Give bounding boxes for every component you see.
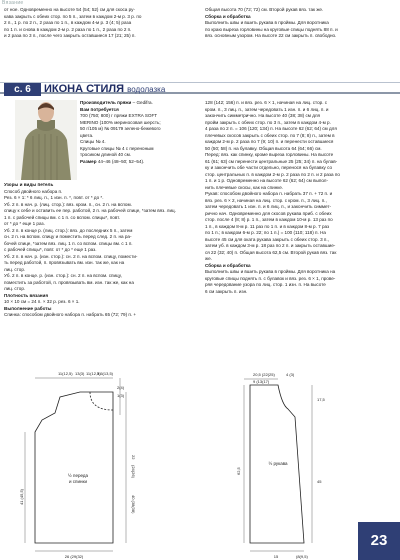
text-line: каждом 2-м р. 2 раза по 7 (9; 10) п. и перенести оставшиеся [205,139,334,144]
pattern-line: сн. 2 п. на вспом. спицу и поместить перед след. 2 п. на ра- [4,234,132,239]
dim-top: 3,5(13,5) [97,371,114,376]
top-left-text [4,7,200,40]
text-line: пройм закрыть с обеих стор. по 3 п., затем в каждом 4-м р. [205,119,331,125]
patterns-heading: Узоры и виды петель [4,182,54,187]
materials-line: 50 г/105 м) № 09179 зелено-бежевого [80,126,161,131]
materials-line: MERINO (100% мериносовая шерсть; [80,119,161,125]
pattern-line: с рабочей спицы*, повт. от * до * еще 1 раз. [4,247,97,252]
materials-line: тросиком длиной 40 см. [80,152,132,157]
text-line: Рукав: способом двойного набора п. набрать 37 п. + 72 п. и [205,191,333,196]
pattern-line: от * до * еще 1 раз. [4,221,45,226]
center-label: и спинки [69,479,87,484]
work-heading: Выполнение работы [4,305,52,311]
text-line: рично нач. Одновременно для скосов рукава приб. с обеих [205,210,332,216]
text-line: высоте 45 см для оката рукава закрыть с обеих стор. 3 п., [205,236,329,242]
patterns-block [4,182,200,319]
dim-top: 11(12,5) [86,371,101,376]
text-line: 1 п., в каждом 8-м р. 11 раз по 1 п. и в каждом 8-м р. 7 раз [205,223,330,229]
dim-top: 20,5 (22(25) [253,372,275,377]
producer-text: – Gedifra. [131,100,153,105]
pattern-line: лиц. стор. [4,286,26,291]
dim-top: 11(12,5) [58,371,73,376]
center-label: ½ переда [68,473,88,478]
text-line: круговые спицы поднять п. с булавок и вяз. рез. 6 × 1, прове- [205,275,336,281]
section-tag: с. 6 [4,83,41,96]
pattern-line: Рез. 6 × 1: * 6 лиц. п., 1 изн. п. *, повт. от * до *. [4,195,104,200]
density-heading: Плотность вязания [4,292,49,298]
page-number: 23 [358,522,400,560]
text-line: 61 (61; 63) см перенести центральные 25 (25; 34) п. на булав- [205,158,338,164]
text-line: по краю выреза горловины на круговые спицы поднять 88 п. и [205,26,338,32]
pattern-line: бочей спице, *затем вяз. лиц. 1 п. со вспом. спицы вм. с 1 п. [4,240,133,246]
materials-block [80,100,200,165]
text-line: закончить симметрично. На высоте 40 (38; 38) см для [205,113,321,118]
text-line: стор. центральных п. в каждом 2-м р. 2 раза по 2 п. и 2 раза по [205,171,340,177]
text-line: по 1 п.; в каждом 6-м р. 22; по 1 п.) = 100 (110; 118) п. На [205,230,326,235]
text-line: плечевых скосов закрыть с обеих стор. по 7 (8; 8) п., затем в [205,132,335,138]
pattern-line: Уб. 2 п. в нач. р. (лиц. стор.): вяз. кром. п., сн. 2 п. на вспом. [4,201,132,207]
text-line: вяз. рез. 6 × 2, начиная на лиц. стор. с кром. п., 3 лиц. п., [205,197,327,203]
pattern-line: Уб. 2 п. в конце. р. (изн. стор.): сн. 2 п. на вспом. спицу, [4,273,122,278]
pattern-line: спицу к себе и оставить ее пер. работой, 2 п. на рабочей спице, *затем вяз. лиц. [4,208,176,213]
pattern-line: поместить за работой, п. провязывать вм. изн. так же, как на [4,279,134,285]
dim-right: 45 [317,479,322,484]
dim-right: 1(3) [117,393,125,398]
text-line: же. [205,256,212,261]
assembly-heading: Сборка и обработка [205,262,251,268]
size-text: 44–46 (48–50; 52–54). [96,158,145,164]
top-right-text [205,7,397,40]
text-line: Выполнить швы и вшить рукава в проймы. Для воротника на [205,269,336,274]
dim-right: 2(4) [117,385,125,390]
pattern-line: Уб. 2 п. в нач. р. (изн. стор.): сн. 2 п. на вспом. спицу, помести- [4,253,138,259]
text-line: нить плечевые скосы, как на спинке. [205,184,284,190]
assembly-heading-top: Сборка и обработка [205,13,251,19]
text-line: кава закрыть с обеих стор. по 5 п., затем в каждом 2-м р. 3 р. по [4,13,142,19]
dim-right: (24(26) [131,465,136,478]
text-line: 4 раза по 2 п. = 106 (120; 134) п. На высоте 62 (62; 64) см для [205,126,337,131]
sleeve-schematic [220,365,355,560]
text-line: от ное. Одновременно на высоте 54 (54; 52) см для скоса ру- [4,7,135,12]
pattern-line: ть перед работой, п. провязывать вм. изн. так же, как на [4,260,125,265]
pattern-line: Уб. 2 п. в конце р. (лиц. стор.): вяз. до последних 5 п., затем [4,227,133,233]
materials-line: Спицы № 4. [80,139,106,144]
dim-right: 22 [131,455,136,460]
materials-line: цвета. [80,132,94,138]
title-text: ИКОНА СТИЛЯ [44,83,125,95]
section-title [44,82,165,97]
dim-top: 13(3) [75,371,85,376]
text-line: 6 см закрыть п. изн. [205,288,248,294]
text-line: ся 22 (32; 40) п. Общая высота 62,5 см. Второй рукав вяз. так [205,249,337,255]
text-line: Общая высота 70 (72; 72) см. Второй рукав вяз. так же. [205,7,324,12]
text-line: затем уб. в каждом 3-м р. 18 раз по 2 п. и закрыть оставшие- [205,243,336,248]
pattern-line: Способ двойного набора п. [4,188,63,194]
text-line: 1 п. и 1 р. Одновременно на высоте 62 (62; 64) см выпол- [205,178,328,183]
text-line: кром. п., 3 лиц. п., затем чередовать 1 изн. п. и 6 лиц. п. и [205,106,329,112]
center-label: ½ рукава [268,461,288,466]
dim-bottom: 15 [273,554,279,559]
back-front-schematic [20,365,210,560]
watermark: Вязание [2,0,24,6]
text-line: ряя чередование узора по лиц. стор. 1 изн. п. На высоте [205,282,326,287]
producer-label: Производитель пряжи [80,100,132,105]
text-line: и 2 раза по 3 п., после чего закрыть оставшиеся 17 (21; 25) п. [4,33,136,38]
text-line: затем чередовать 1 изн. п. и 6 лиц. п., и закончить симмет- [205,204,332,209]
materials-line: Круговые спицы № 4 с переноным [80,145,154,151]
text-line: стор. после 4 (8; 8) р. 1 п., затем в каждом 10-м р. 13 раз по [205,217,333,222]
dim-bottom: (8(9,5) [296,554,308,559]
model-photo [15,100,77,180]
text-line: Выполнить швы и вшить рукава в проймы. Для воротника [205,20,329,25]
text-line: вяз. основным узором. На высоте 22 см закрыть п. свободно. [205,33,337,38]
right-column [205,100,397,295]
pattern-line: 1 п. с рабочей спицы вм. с 1 п. со вспом. спицы*, повт. [4,214,121,220]
text-line: ку и закончить обе части отдельно, перенося на булавку со [205,165,332,170]
dim-top: 4 (3) [286,372,295,377]
size-label: Размер [80,158,97,164]
text-line: 128 (142; 156) п. и вяз. рез. 6 × 1, начиная на лиц. стор. с [205,100,328,105]
dim-right: 40 (38(38) [131,495,136,514]
materials-line: 700 (750; 800) г пряжи EXTRA SOFT [80,113,158,118]
text-line: Перед: вяз. как спинку, кроме выреза горловины. На высоте [205,152,334,157]
dim-right: 17,5 [317,397,325,402]
dim-top: 9 (13(17) [253,379,270,384]
density-text: 10 × 10 см = 24 п. × 32 р. рез. 6 × 1. [4,299,80,304]
title-subtitle: водолазка [127,85,166,94]
pattern-line: лиц. стор. [4,266,26,272]
materials-heading: Вам потребуется [80,106,119,112]
text-line: по 1 п. и снова в каждом 2-м р. 2 раза по 1 п., 2 раза по 2 п. [4,26,132,32]
dim-left: 62,5 [236,467,241,475]
work-text: Спинка: способом двойного набора п. набрать 65 (72; 79) п. + [4,312,137,317]
text-line: 2 п., 1 р. по 2 п., 2 раза по 1 п., в каждом 4-м р. 3 (4; 5) раза [4,20,132,25]
dim-bottom: 26 (29(32) [64,554,84,559]
text-line: 50 (50; 58) п. на булавку. Общая высота 64 (64; 66) см. [205,145,322,151]
dim-left: 41 (45,5) [19,488,24,505]
